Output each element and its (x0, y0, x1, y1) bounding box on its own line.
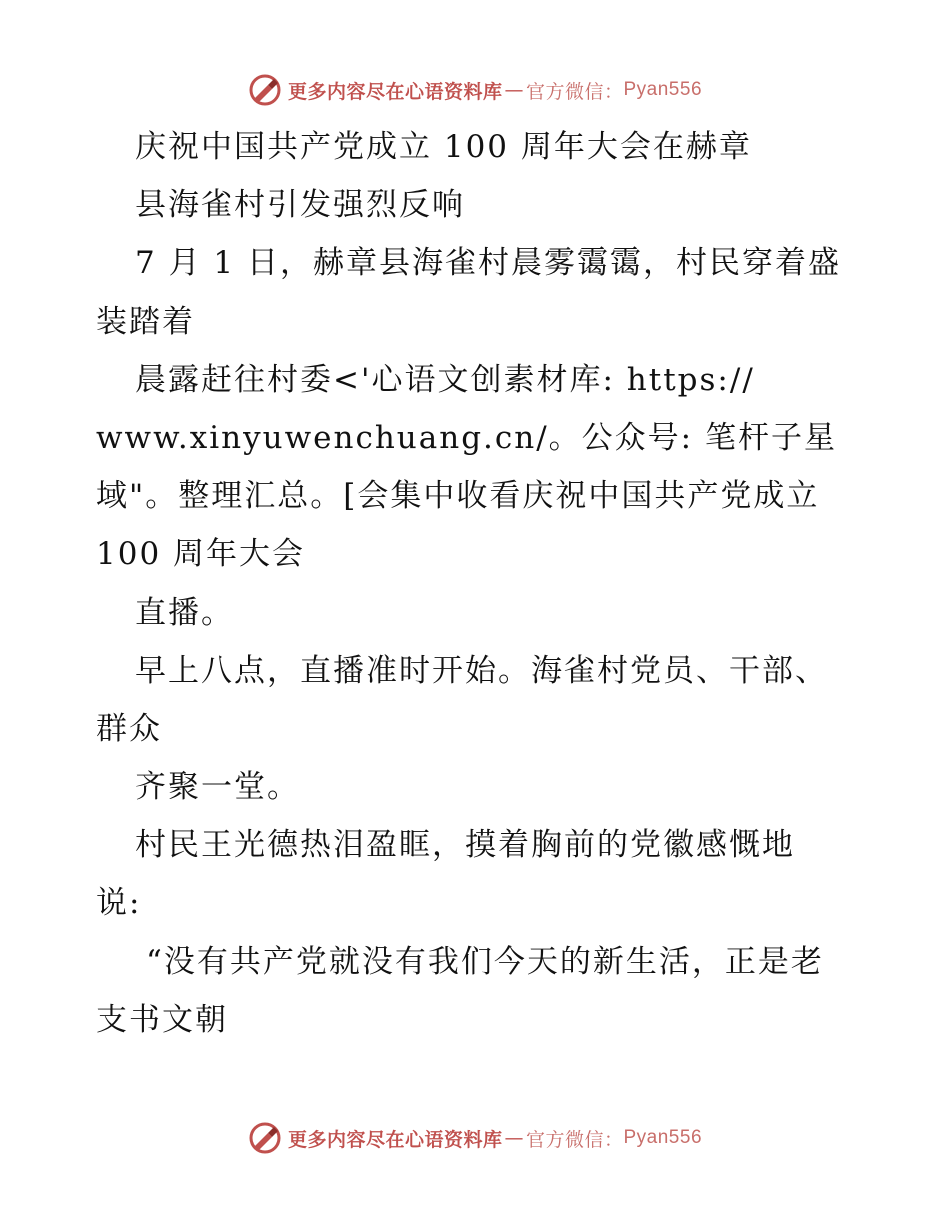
paragraph-line: 装踏着 (96, 303, 195, 340)
pen-logo-icon (248, 1121, 282, 1155)
pen-logo-icon (248, 73, 282, 107)
footer-wechat-label: 官方微信： (525, 1128, 624, 1151)
footer-dash: — (504, 1127, 524, 1149)
header-wechat-id: Pyan556 (623, 79, 703, 100)
paragraph-line: 群众 (96, 710, 162, 747)
header-watermark (0, 70, 950, 110)
header-dash: — (504, 79, 524, 101)
footer-watermark (0, 1118, 950, 1158)
article-title-line: 县海雀村引发强烈反响 (135, 187, 465, 224)
paragraph-line: www.xinyuwenchuang.cn/。公众号: 笔杆子星 (96, 419, 837, 456)
paragraph-line: 村民王光德热泪盈眶，摸着胸前的党徽感慨地 (135, 827, 795, 864)
paragraph-line: 支书文朝 (96, 1001, 228, 1038)
paragraph-line: 早上八点，直播准时开始。海雀村党员、干部、 (135, 652, 828, 689)
header-brand: 更多内容尽在心语资料库 (287, 80, 503, 103)
article-body (96, 118, 856, 1049)
paragraph-line: “没有共产党就没有我们今天的新生活，正是老 (146, 943, 824, 980)
paragraph-line: 域"。整理汇总。[会集中收看庆祝中国共产党成立 (96, 478, 820, 515)
paragraph-line: 晨露赶往村委<'心语文创素材库: https:// (135, 361, 755, 398)
header-wechat-label: 官方微信： (525, 80, 624, 103)
footer-brand: 更多内容尽在心语资料库 (287, 1128, 503, 1151)
paragraph-line: 齐聚一堂。 (135, 769, 300, 806)
footer-wechat-id: Pyan556 (623, 1127, 703, 1148)
paragraph-line: 直播。 (135, 594, 234, 631)
paragraph-line: 说: (96, 885, 142, 922)
paragraph-line: 100 周年大会 (96, 536, 306, 573)
paragraph-line: 7 月 1 日，赫章县海雀村晨雾霭霭，村民穿着盛 (135, 245, 842, 282)
article-title-line: 庆祝中国共产党成立 100 周年大会在赫章 (135, 129, 752, 165)
